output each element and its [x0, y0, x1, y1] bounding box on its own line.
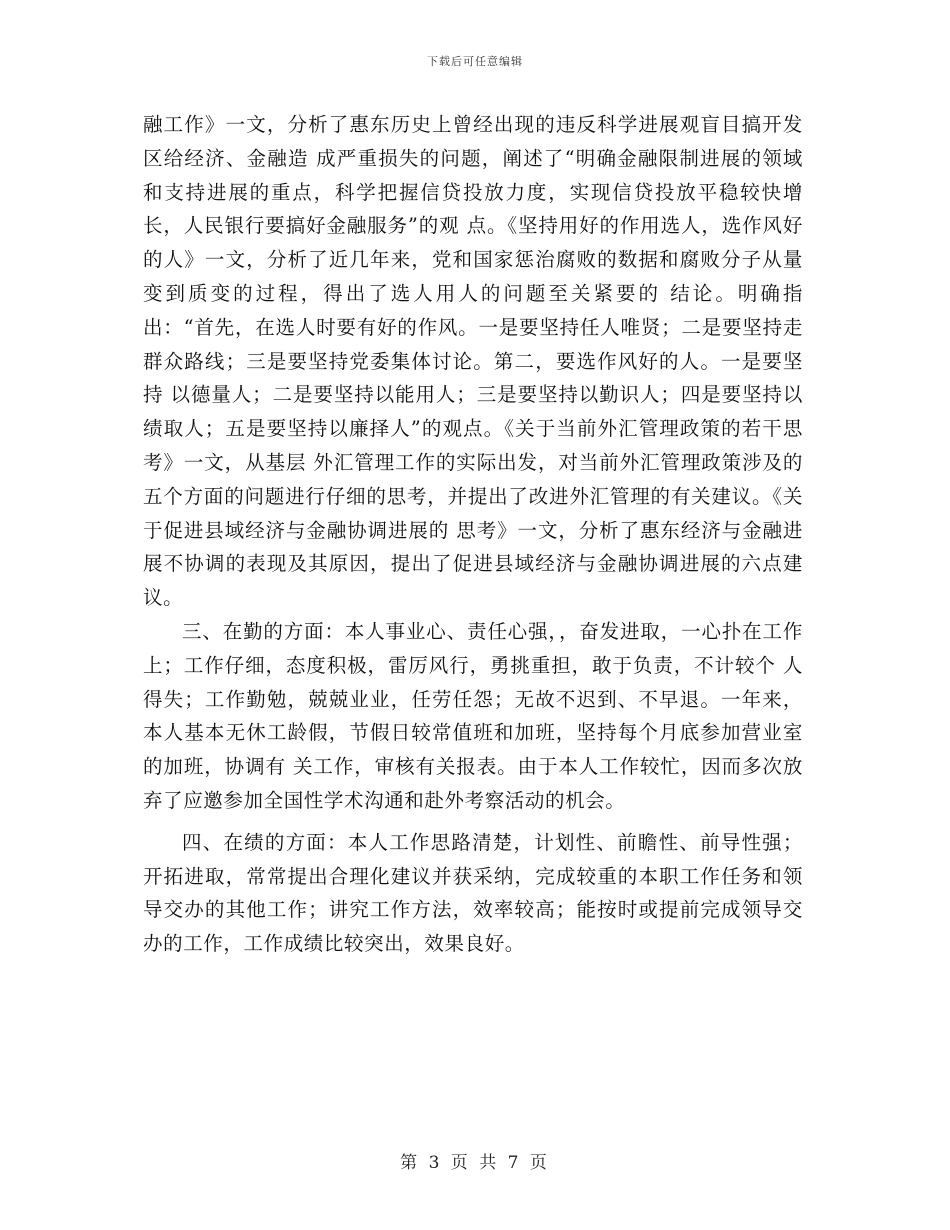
page-number: 第 3 页 共 7 页	[400, 1153, 550, 1173]
paragraph-diligence: 三、在勤的方面：本人事业心、责任心强，，奋发进取，一心扑在工作上；工作仔细，态度积极，雷厉风行，勇挑重担，敢于负责，不计较个 人得失；工作勤勉，兢兢业业，任劳任怨；无故不迟到、不早退。一年来，本人基本无休工龄假，节假日较常值班和加班，坚持每个月底参加营业室的加班，协调有 关工作，审核有关报表。由于本人工作较忙，因而多次放弃了应邀参加全国性学术沟通和赴外考察活动的机会。	[143, 619, 803, 812]
paragraph-performance: 四、在绩的方面：本人工作思路清楚，计划性、前瞻性、前导性强；开拓进取，常常提出合理化建议并获采纳，完成较重的本职工作任务和领导交办的其他工作；讲究工作方法，效率较高；能按时或提前完成领导交办的工作，工作成绩比较突出，效果良好。	[143, 830, 803, 956]
page-header: 下载后可任意编辑	[427, 55, 523, 68]
document-body	[143, 108, 803, 961]
paragraph-continuation: 融工作》一文，分析了惠东历史上曾经出现的违反科学进展观盲目搞开发区给经济、金融造 成严重损失的问题，阐述了“明确金融限制进展的领域和支持进展的重点，科学把握信贷投放力度，实现信贷投放平稳较快增长，人民银行要搞好金融服务”的观 点。《坚持用好的作用选人，选作风好的人》一文，分析了近几年来，党和国家惩治腐败的数据和腐败分子从量变到质变的过程，得出了选人用人的问题至关紧要的 结论。明确指出：“首先，在选人时要有好的作风。一是要坚持任人唯贤；二是要坚持走群众路线；三是要坚持党委集体讨论。第二，要选作风好的人。一是要坚持 以德量人；二是要坚持以能用人；三是要坚持以勤识人；四是要坚持以绩取人；五是要坚持以廉择人”的观点。《关于当前外汇管理政策的若干思考》一文，从基层 外汇管理工作的实际出发，对当前外汇管理政策涉及的五个方面的问题进行仔细的思考，并提出了改进外汇管理的有关建议。《关于促进县域经济与金融协调进展的 思考》一文，分析了惠东经济与金融进展不协调的表现及其原因，提出了促进县域经济与金融协调进展的六点建议。	[143, 113, 803, 610]
